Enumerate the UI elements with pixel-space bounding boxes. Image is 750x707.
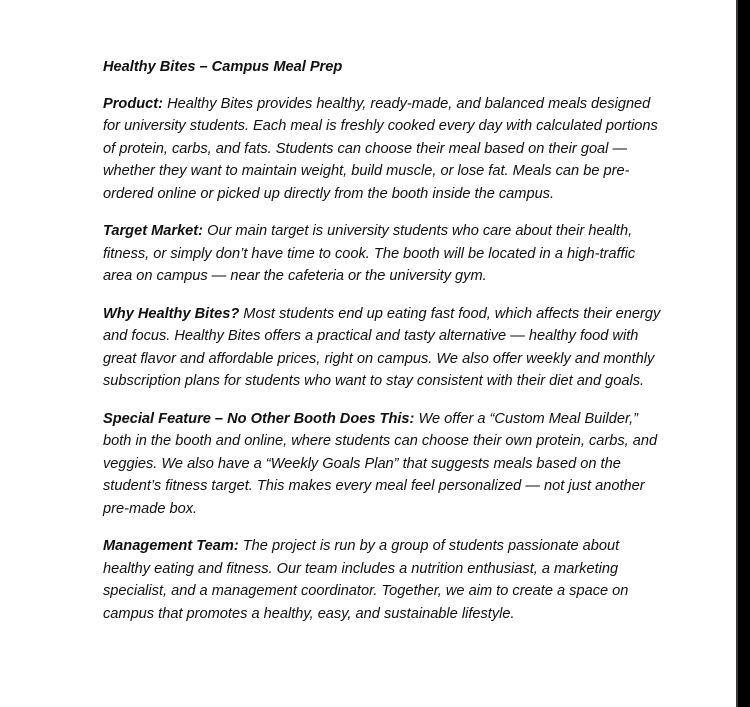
section-product [103,93,663,206]
page-edge-divider [736,0,738,707]
section-label: Special Feature – No Other Booth Does This: [103,410,415,427]
section-label: Management Team: [103,538,239,554]
section-text: The project is run by a group of students passionate about healthy eating and fitness. Our team includes a nutrition enthusiast, a marketing specialist, and a management coordinator. Together, we aim to create a space on campus that promotes a healthy, easy, and sustainable lifestyle. [103,538,629,622]
section-management-team [103,535,663,625]
section-text: Most students end up eating fast food, which affects their energy and focus. Healthy Bites offers a practical and tasty alternative — healthy food with great flavor and affordable prices, right on campus. We also offer weekly and monthly subscription plans for students who want to stay consistent with their diet and goals. [103,305,661,389]
section-text: Healthy Bites provides healthy, ready-made, and balanced meals designed for university students. Each meal is freshly cooked every day with calculated portions of protein, carbs, and fats. Students can choose their meal based on their goal — whether they want to maintain weight, build muscle, or lose fat. Meals can be pre-ordered online or picked up directly from the booth inside the campus. [103,95,658,202]
document-title: Healthy Bites – Campus Meal Prep [103,59,343,75]
section-text: Our main target is university students who care about their health, fitness, or simply don’t have time to cook. The booth will be located in a high-traffic area on campus — near the cafeteria or the university gym. [103,223,636,284]
document-body [103,56,663,640]
section-label: Product: [103,95,163,112]
section-label: Why Healthy Bites? [103,305,240,322]
section-why-healthy-bites [103,303,663,393]
section-label: Target Market: [103,223,204,239]
section-text: We offer a “Custom Meal Builder,” both in the booth and online, where students can choose their own protein, carbs, and veggies. We also have a “Weekly Goals Plan” that suggests meals based on the student’s fitness target. This makes every meal feel personalized — not just another pre-made box. [103,410,658,517]
section-special-feature [103,408,663,521]
section-target-market [103,220,663,288]
